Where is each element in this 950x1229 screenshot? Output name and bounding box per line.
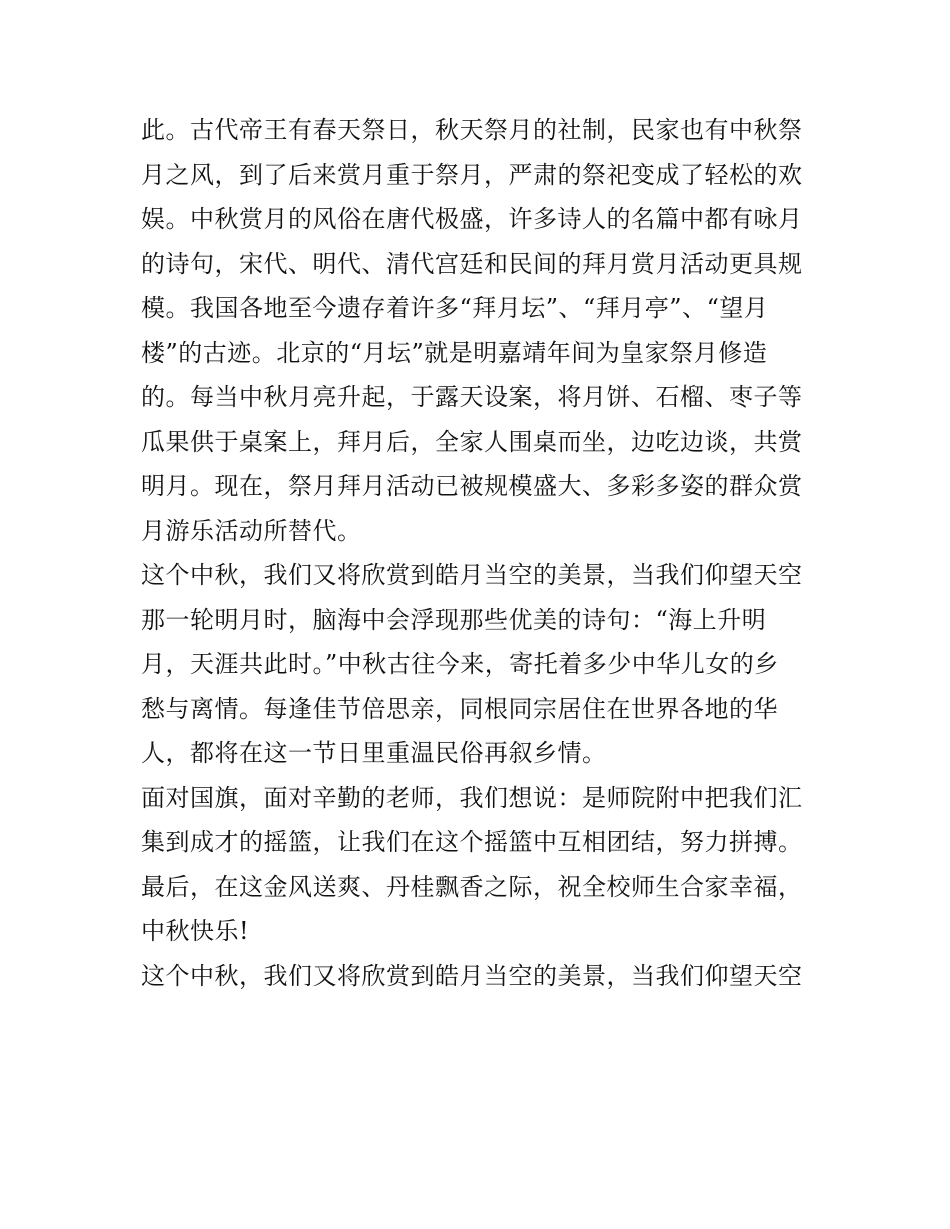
text-line: 那一轮明月时，脑海中会浮现那些优美的诗句：“海上升明 [141, 605, 767, 634]
text-line: 这个中秋，我们又将欣赏到皓月当空的美景，当我们仰望天空 [141, 961, 803, 990]
text-line: 月游乐活动所替代。 [141, 516, 362, 545]
text-line: 集到成才的摇篮，让我们在这个摇篮中互相团结，努力拼搏。 [141, 828, 803, 856]
text-line: 娱。中秋赏月的风俗在唐代极盛，许多诗人的名篇中都有咏月 [141, 205, 803, 233]
body-text [141, 108, 831, 998]
text-line: 楼”的古迹。北京的“月坛”就是明嘉靖年间为皇家祭月修造 [141, 338, 768, 367]
text-line: 明月。现在，祭月拜月活动已被规模盛大、多彩多姿的群众赏 [141, 472, 803, 500]
text-line: 此。古代帝王有春天祭日，秋天祭月的社制，民家也有中秋祭 [141, 116, 803, 144]
text-line: 的。每当中秋月亮升起，于露天设案，将月饼、石榴、枣子等 [141, 383, 803, 411]
text-line: 的诗句，宋代、明代、清代宫廷和民间的拜月赏月活动更具规 [141, 249, 803, 278]
text-line: 月之风，到了后来赏月重于祭月，严肃的祭祀变成了轻松的欢 [141, 160, 803, 189]
text-line: 最后，在这金风送爽、丹桂飘香之际，祝全校师生合家幸福， [141, 872, 803, 901]
text-line: 愁与离情。每逢佳节倍思亲，同根同宗居住在世界各地的华 [141, 694, 778, 723]
text-line: 这个中秋，我们又将欣赏到皓月当空的美景，当我们仰望天空 [141, 561, 803, 589]
text-line: 模。我国各地至今遗存着许多“拜月坛”、“拜月亭”、“望月 [141, 294, 769, 322]
text-line: 人，都将在这一节日里重温民俗再叙乡情。 [141, 739, 607, 767]
text-line: 瓜果供于桌案上，拜月后，全家人围桌而坐，边吃边谈，共赏 [141, 427, 803, 456]
text-line: 月，天涯共此时。”中秋古往今来，寄托着多少中华儿女的乡 [141, 650, 779, 678]
text-line: 面对国旗，面对辛勤的老师，我们想说：是师院附中把我们汇 [141, 783, 803, 812]
text-line: 中秋快乐! [141, 917, 250, 945]
